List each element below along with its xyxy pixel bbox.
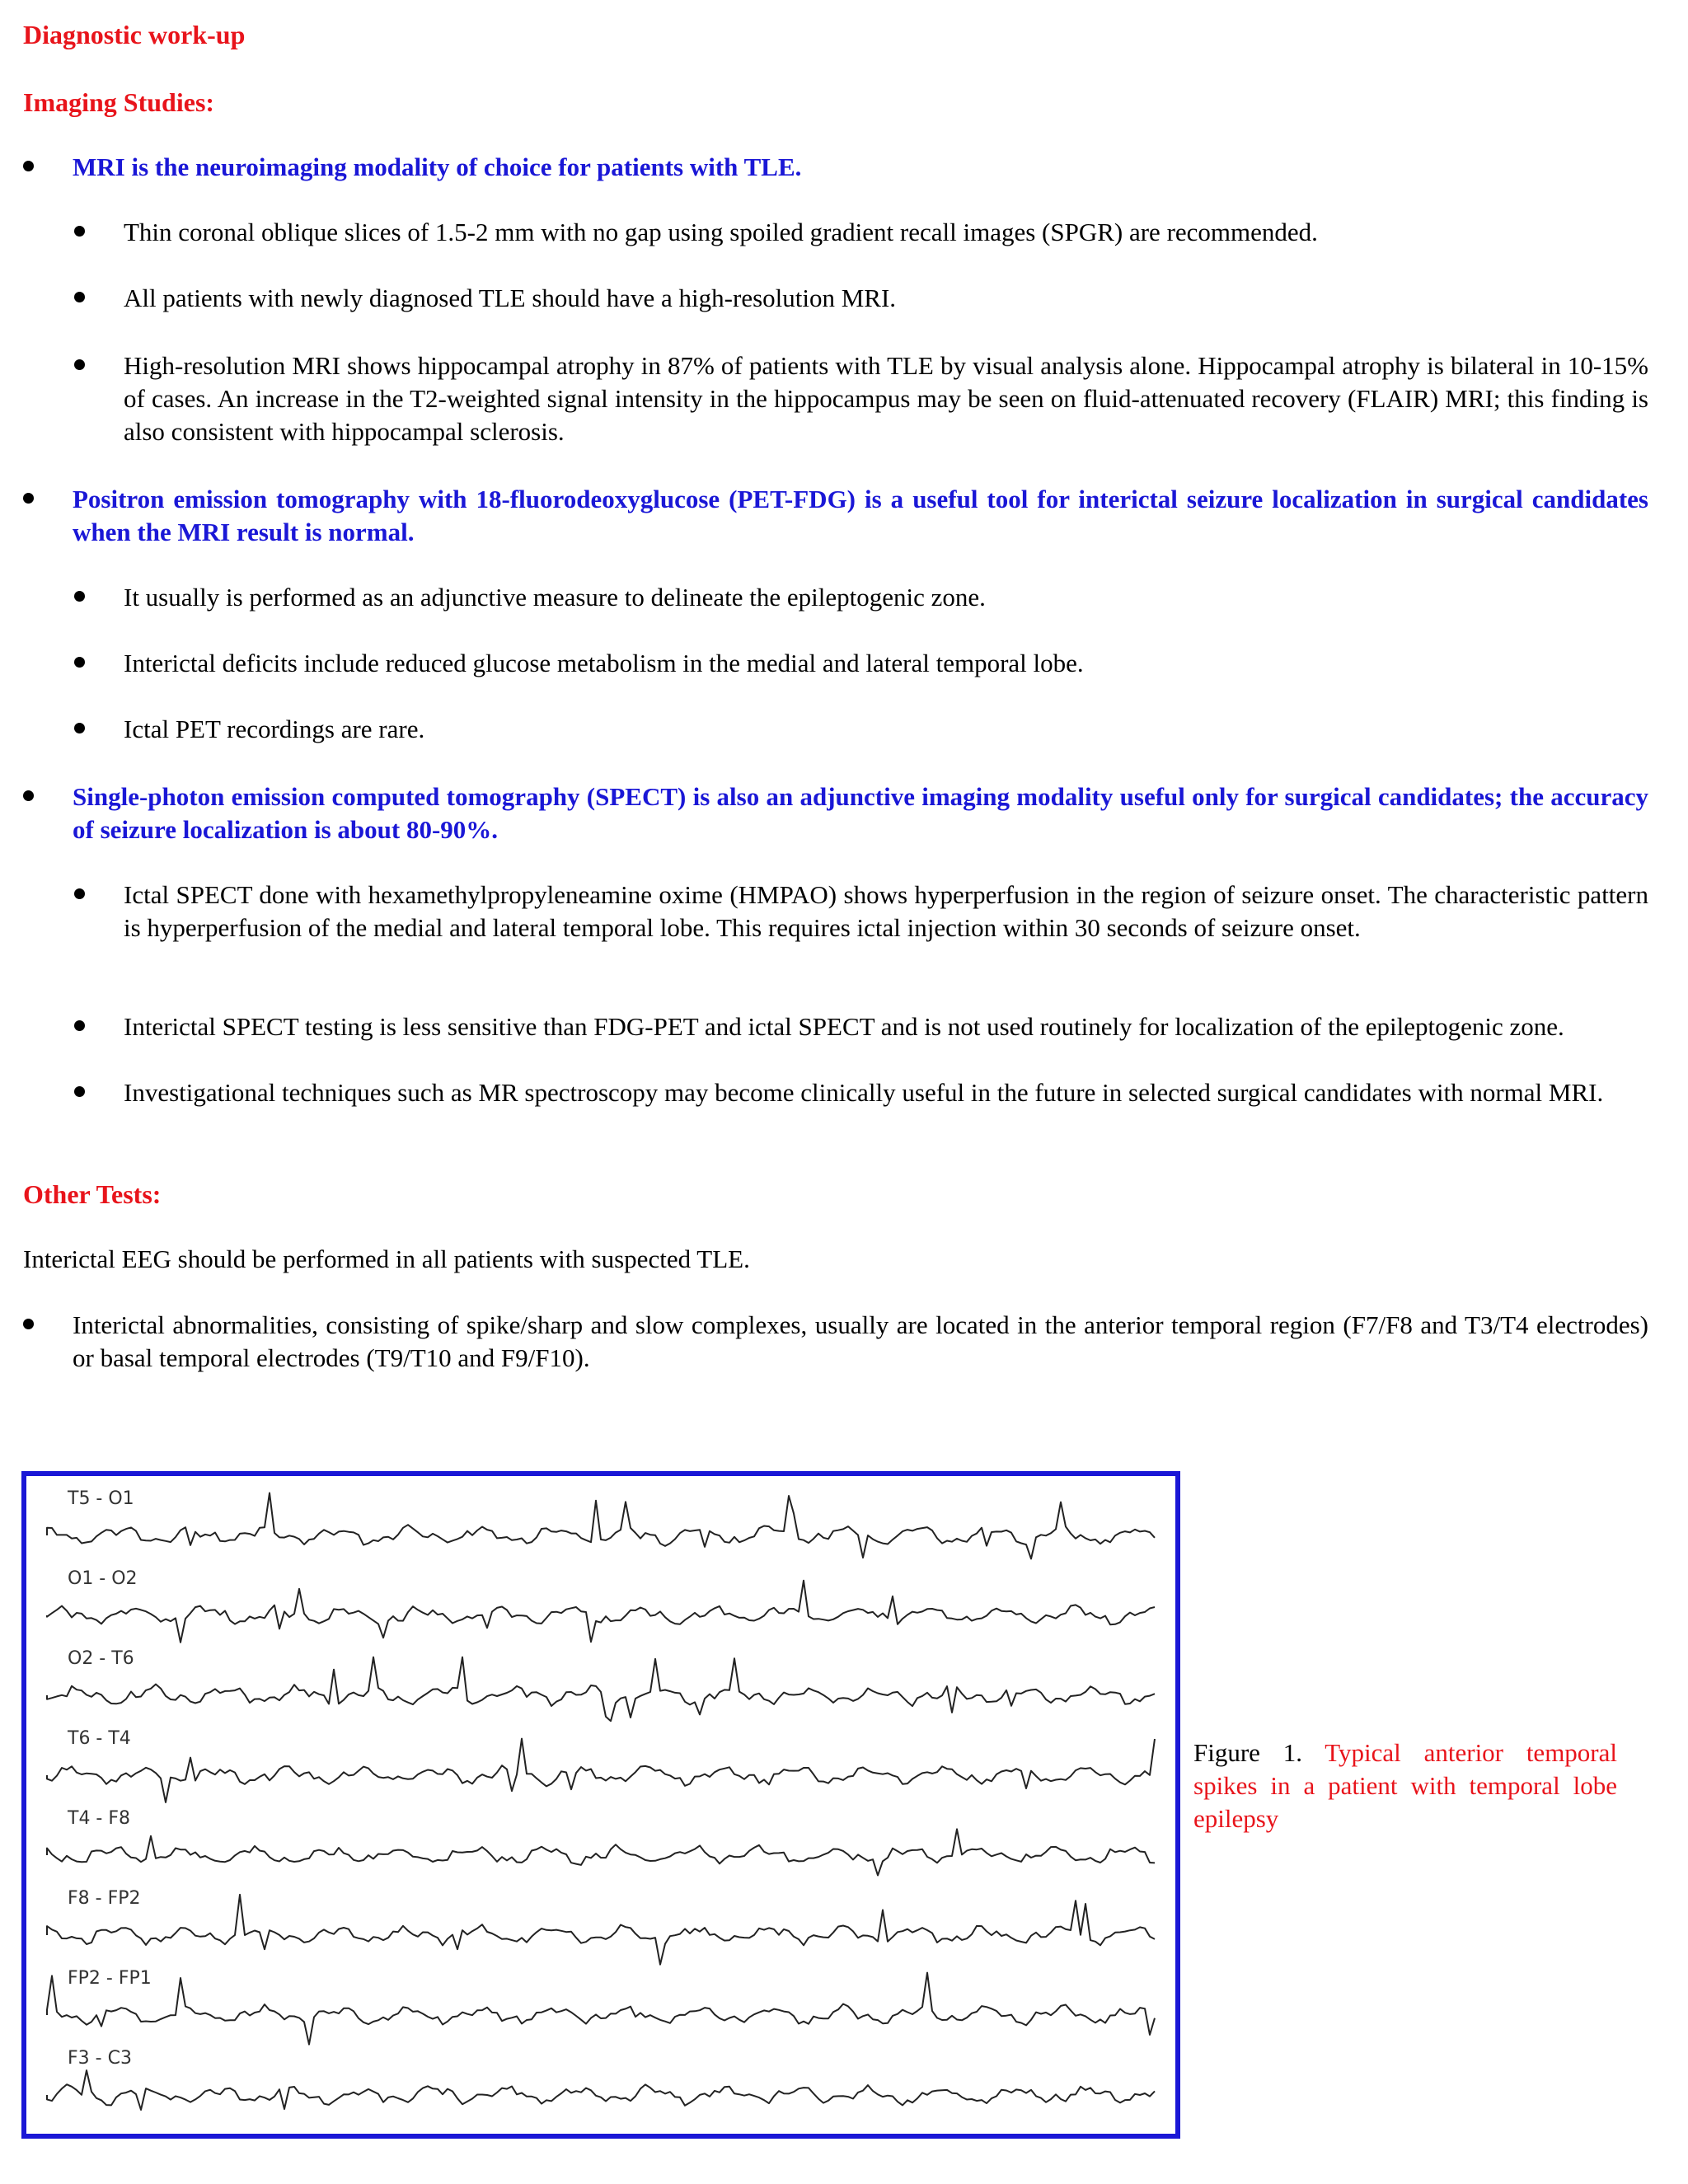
- eeg-channel-label: T6 - T4: [68, 1728, 131, 1749]
- other-tests-heading: Other Tests:: [23, 1179, 162, 1209]
- eeg-trace: [47, 1895, 1155, 1965]
- section-heading: Diagnostic work-up: [23, 20, 246, 49]
- imaging-studies-heading: Imaging Studies:: [23, 87, 215, 117]
- eeg-channel-label: F8 - FP2: [68, 1888, 141, 1909]
- pet-item-3: Ictal PET recordings are rare.: [124, 715, 425, 743]
- eeg-channel-label: O2 - T6: [68, 1648, 134, 1669]
- bullet-icon: [74, 226, 85, 237]
- bullet-icon: [74, 1086, 85, 1097]
- pet-item-2: Interictal deficits include reduced glucose metabolism in the medial and lateral temporal lobe.: [124, 649, 1084, 677]
- bullet-icon: [23, 790, 34, 801]
- eeg-trace: [47, 2070, 1155, 2110]
- eeg-tracing: [26, 1476, 1175, 2134]
- eeg-channel-label: T5 - O1: [68, 1488, 134, 1509]
- eeg-trace: [47, 1973, 1155, 2045]
- bullet-icon: [74, 888, 85, 899]
- eeg-channel-label: F3 - C3: [68, 2048, 132, 2069]
- bullet-icon: [74, 723, 85, 733]
- eeg-channel-label: O1 - O2: [68, 1568, 138, 1589]
- eeg-channel-label: FP2 - FP1: [68, 1968, 152, 1989]
- spect-item-2: Interictal SPECT testing is less sensitive than FDG-PET and ictal SPECT and is not used routinely for localization of the epileptogenic zone.: [124, 1012, 1564, 1041]
- mri-item-1: Thin coronal oblique slices of 1.5-2 mm with no gap using spoiled gradient recall images (SPGR) are recommended.: [124, 218, 1318, 246]
- eeg-trace: [47, 1581, 1155, 1643]
- mri-item-2: All patients with newly diagnosed TLE should have a high-resolution MRI.: [124, 284, 897, 312]
- pet-lead: Positron emission tomography with 18-fluorodeoxyglucose (PET-FDG) is a useful tool for interictal seizure localization in surgical candidates when the MRI result is normal.: [73, 485, 1648, 546]
- mri-item-3: High-resolution MRI shows hippocampal atrophy in 87% of patients with TLE by visual analysis alone. Hippocampal atrophy is bilateral in 10-15% of cases. An increase in the T2-weighted signal intensity in the hippocampus may be seen on fluid-attenuated recovery (FLAIR) MRI; this finding is also consistent with hippocampal sclerosis.: [124, 351, 1648, 446]
- spect-lead: Single-photon emission computed tomography (SPECT) is also an adjunctive imaging modality useful only for surgical candidates; the accuracy of seizure localization is about 80-90%.: [73, 782, 1648, 844]
- other-tests-intro: Interictal EEG should be performed in all patients with suspected TLE.: [23, 1244, 750, 1273]
- eeg-trace: [47, 1493, 1155, 1559]
- bullet-icon: [23, 1319, 34, 1329]
- eeg-trace: [47, 1657, 1155, 1722]
- caption-prefix: Figure 1.: [1193, 1738, 1303, 1767]
- bullet-icon: [74, 1020, 85, 1031]
- bullet-icon: [74, 292, 85, 302]
- bullet-icon: [74, 359, 85, 370]
- eeg-figure-frame: [21, 1471, 1180, 2139]
- bullet-icon: [23, 161, 34, 171]
- mri-lead: MRI is the neuroimaging modality of choice for patients with TLE.: [73, 152, 802, 181]
- spect-item-1: Ictal SPECT done with hexamethylpropyleneamine oxime (HMPAO) shows hyperperfusion in the region of seizure onset. The characteristic pattern is hyperperfusion of the medial and lateral temporal lobe. This requires ictal injection within 30 seconds of seizure onset.: [124, 880, 1648, 942]
- spect-item-3: Investigational techniques such as MR spectroscopy may become clinically useful in the future in selected surgical candidates with normal MRI.: [124, 1078, 1604, 1107]
- bullet-icon: [23, 493, 34, 504]
- eeg-trace: [47, 1829, 1155, 1875]
- other-tests-item: Interictal abnormalities, consisting of spike/sharp and slow complexes, usually are located in the anterior temporal region (F7/F8 and T3/T4 electrodes) or basal temporal electrodes (T9/T10 and F9/F10).: [73, 1310, 1648, 1372]
- figure-caption: [1193, 1736, 1617, 1835]
- bullet-icon: [74, 657, 85, 668]
- eeg-trace: [47, 1739, 1155, 1802]
- bullet-icon: [74, 591, 85, 602]
- pet-item-1: It usually is performed as an adjunctive measure to delineate the epileptogenic zone.: [124, 583, 986, 612]
- eeg-channel-label: T4 - F8: [68, 1808, 131, 1829]
- caption-text: Typical anterior temporal spikes in a patient with temporal lobe epilepsy: [1193, 1738, 1618, 1833]
